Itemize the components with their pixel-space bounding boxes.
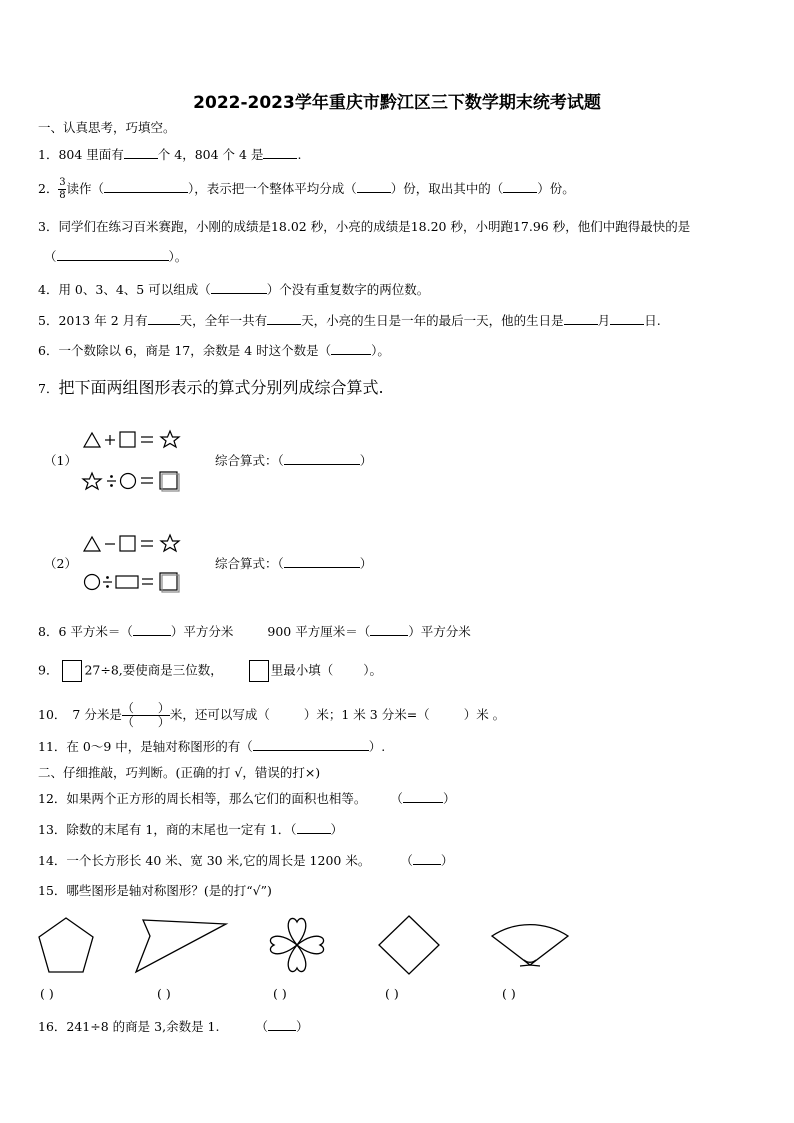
answer-blank[interactable] <box>211 282 267 294</box>
question-text: ）份，取出其中的（ <box>390 181 504 196</box>
circle-icon <box>85 575 100 590</box>
star-icon <box>161 535 179 551</box>
question-number: 12． <box>38 791 67 806</box>
question-text: 天，小亮的生日是一年的最后一天，他的生日是 <box>301 313 564 328</box>
question-5 <box>38 313 661 329</box>
q7-part-1-answer: 综合算式：（ ） <box>215 453 373 468</box>
question-text: 哪些图形是轴对称图形？(是的打“√”) <box>66 883 272 898</box>
question-3-answer: （ ）。 <box>44 249 188 264</box>
question-number: 8． <box>38 624 59 639</box>
q15-answer-4[interactable]: ( ) <box>385 986 399 1001</box>
answer-blank[interactable] <box>284 556 360 568</box>
irregular-quadrilateral-icon <box>136 920 226 972</box>
question-text: ）。 <box>363 662 383 678</box>
answer-blank[interactable] <box>284 453 360 465</box>
question-13: 13．除数的末尾有 1，商的末尾也一定有 1．（ ） <box>38 822 344 837</box>
question-text: 读作（ <box>66 181 104 196</box>
question-number: 5． <box>38 313 59 328</box>
answer-blank[interactable] <box>104 181 188 193</box>
question-text: 27÷8,要使商是三位数， <box>84 662 223 678</box>
question-number: 13． <box>38 822 67 837</box>
question-15 <box>38 883 272 899</box>
fraction-blank[interactable]: （ ） （ ） <box>121 701 170 729</box>
q7-part-2-label: （2） <box>44 556 77 571</box>
question-text: 日. <box>644 313 661 328</box>
answer-blank[interactable] <box>357 181 391 193</box>
question-text: 一个数除以 6，商是 17，余数是 4 时这个数是（ <box>58 343 332 358</box>
question-text: 米，还可以写成（ <box>169 707 270 722</box>
question-text: ）米；1 米 3 分米=（ <box>303 707 430 722</box>
question-text: 同学们在练习百米赛跑，小刚的成绩是18.02 秒，小亮的成绩是18.20 秒，小明跑17.96 秒，他们中跑得最快的是 <box>58 219 691 234</box>
question-text: 除数的末尾有 1，商的末尾也一定有 1．（ <box>66 822 297 837</box>
judge-blank[interactable] <box>403 791 443 803</box>
question-14: 14．一个长方形长 40 米、宽 30 米,它的周长是 1200 米。 （ ） <box>38 853 454 868</box>
triangle-icon <box>84 433 100 447</box>
question-number: 9． <box>38 662 59 678</box>
question-12: 12．如果两个正方形的周长相等，那么它们的面积也相等。 （ ） <box>38 791 456 806</box>
question-number: 10． <box>38 707 67 722</box>
question-text: ）。 <box>371 343 390 358</box>
question-text: ），表示把一个整体平均分成（ <box>187 181 357 196</box>
judge-blank[interactable] <box>297 822 331 834</box>
page-title: 2022-2023学年重庆市黔江区三下数学期末统考试题 <box>193 93 601 113</box>
question-text: ）份。 <box>537 181 575 196</box>
question-16: 16．241÷8 的商是 3,余数是 1. （ ） <box>38 1019 309 1034</box>
fraction-three-eighths: $\frac{3}{8}$ <box>59 177 66 201</box>
question-text: 7 分米是 <box>72 707 122 722</box>
question-text: 900 平方厘米＝（ <box>267 624 371 639</box>
digit-box[interactable] <box>62 660 82 682</box>
rectangle-icon <box>116 576 138 588</box>
question-1 <box>38 147 301 163</box>
answer-blank[interactable] <box>124 147 158 159</box>
question-number: 15． <box>38 883 67 898</box>
q15-answer-5[interactable]: ( ) <box>502 986 516 1001</box>
answer-blank[interactable] <box>133 624 171 636</box>
question-number: 1． <box>38 147 59 162</box>
question-number: 11． <box>38 739 67 754</box>
question-text: ）平方分米 <box>408 624 471 639</box>
question-text: 里最小填（ <box>270 662 334 678</box>
section-1-heading: 一、认真思考，巧填空。 <box>38 120 176 135</box>
answer-blank[interactable] <box>57 249 169 261</box>
question-text: 个 4，804 个 4 是 <box>157 147 264 162</box>
question-text: 2013 年 2 月有 <box>58 313 148 328</box>
answer-blank[interactable] <box>267 313 301 325</box>
digit-box[interactable] <box>249 660 269 682</box>
question-text: 在 0～9 中，是轴对称图形的有（ <box>66 739 253 754</box>
q7-part-1-shapes <box>80 428 190 492</box>
q7-part-2-answer: 综合算式：（ ） <box>215 556 373 571</box>
star-icon <box>161 431 179 447</box>
question-3 <box>38 219 690 235</box>
question-text: 804 里面有 <box>58 147 124 162</box>
triangle-icon <box>84 537 100 551</box>
question-text: ）米 。 <box>463 707 506 722</box>
question-text: 一个长方形长 40 米、宽 30 米,它的周长是 1200 米。 <box>66 853 371 868</box>
answer-blank[interactable] <box>503 181 537 193</box>
question-10 <box>38 702 505 729</box>
answer-blank[interactable] <box>331 343 371 355</box>
q7-part-2-shapes <box>80 532 190 596</box>
question-text: 月 <box>597 313 611 328</box>
question-number: 16． <box>38 1019 67 1034</box>
question-text: 把下面两组图形表示的算式分别列成综合算式. <box>58 378 384 397</box>
answer-blank[interactable] <box>370 624 408 636</box>
question-8 <box>38 624 471 640</box>
question-9 <box>38 660 382 682</box>
pentagon-icon <box>39 918 93 972</box>
question-2 <box>38 178 575 201</box>
question-text: . <box>297 147 302 162</box>
q7-part-1-label: （1） <box>44 453 77 468</box>
diamond-icon <box>379 916 439 974</box>
section-2-heading: 二、仔细推敲，巧判断。(正确的打 √，错误的打×) <box>38 765 321 780</box>
answer-blank[interactable] <box>253 739 369 751</box>
question-11 <box>38 739 385 755</box>
question-text: 如果两个正方形的周长相等，那么它们的面积也相等。 <box>66 791 367 806</box>
question-7 <box>38 380 384 397</box>
answer-blank[interactable] <box>263 147 297 159</box>
q15-answer-3[interactable]: ( ) <box>273 986 287 1001</box>
question-number: 2． <box>38 181 59 196</box>
question-text: ）个没有重复数字的两位数。 <box>266 282 430 297</box>
question-text: ）. <box>368 739 386 754</box>
q15-answer-1[interactable]: ( ) <box>40 986 54 1001</box>
question-4 <box>38 282 429 298</box>
question-text: 天，全年一共有 <box>179 313 268 328</box>
judge-blank[interactable] <box>268 1019 296 1031</box>
answer-blank[interactable] <box>610 313 644 325</box>
q15-figures <box>30 912 590 982</box>
circle-icon <box>121 474 136 489</box>
q15-answer-2[interactable]: ( ) <box>157 986 171 1001</box>
fan-icon <box>492 925 568 966</box>
question-number: 3． <box>38 219 59 234</box>
answer-blank[interactable] <box>148 313 180 325</box>
question-text: ）平方分米 <box>170 624 234 639</box>
question-text: 用 0、3、4、5 可以组成（ <box>58 282 211 297</box>
square-icon <box>120 432 135 447</box>
question-number: 4． <box>38 282 59 297</box>
four-leaf-icon <box>270 918 323 971</box>
question-number: 6． <box>38 343 59 358</box>
answer-blank[interactable] <box>564 313 598 325</box>
question-number: 14． <box>38 853 67 868</box>
question-text: 6 平方米＝（ <box>58 624 133 639</box>
judge-blank[interactable] <box>413 853 441 865</box>
star-icon <box>83 473 101 489</box>
question-text: 241÷8 的商是 3,余数是 1. <box>66 1019 220 1034</box>
square-icon <box>120 536 135 551</box>
question-6 <box>38 343 390 359</box>
question-number: 7． <box>38 381 59 396</box>
